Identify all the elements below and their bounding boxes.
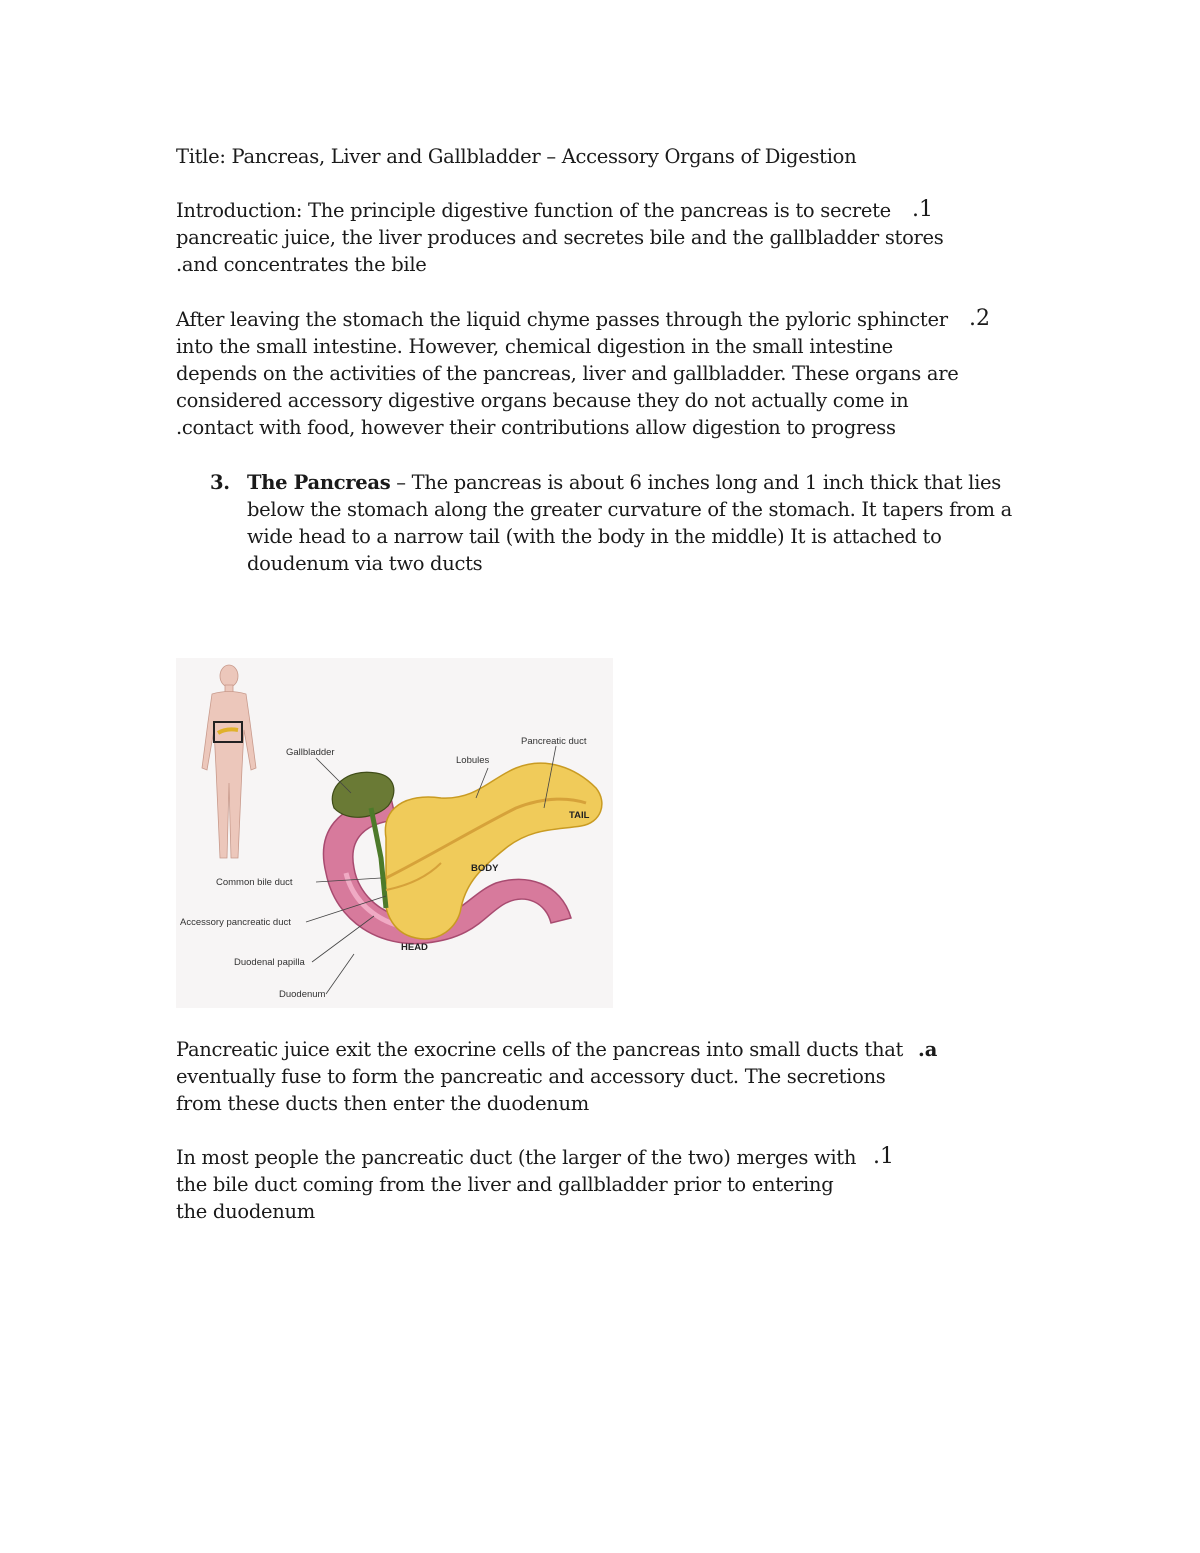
para2-line-4: considered accessory digestive organs because they do not actually come in — [176, 389, 909, 412]
pancreas-line-4: doudenum via two ducts — [247, 552, 483, 575]
pancreas-line-2: below the stomach along the greater curvature of the stomach. It tapers from a — [247, 498, 1012, 521]
pancreas-illustration — [176, 658, 613, 1008]
para-1b-marker: .1 — [873, 1144, 894, 1169]
para2-line-5: .contact with food, however their contributions allow digestion to progress — [176, 416, 896, 439]
para-1b-line-3: the duodenum — [176, 1200, 315, 1223]
para-1b-line-2: the bile duct coming from the liver and gallbladder prior to entering — [176, 1173, 834, 1196]
label-duodenum: Duodenum — [279, 989, 326, 1000]
intro-marker: .1 — [912, 197, 933, 222]
intro-line-2: pancreatic juice, the liver produces and secretes bile and the gallbladder stores — [176, 226, 944, 249]
list-number: 3. — [210, 471, 230, 494]
label-tail: TAIL — [569, 810, 590, 821]
para2-line-3: depends on the activities of the pancreas, liver and gallbladder. These organs are — [176, 362, 959, 385]
label-lobules: Lobules — [456, 755, 490, 766]
para-a-line-1: Pancreatic juice exit the exocrine cells of the pancreas into small ducts that — [176, 1038, 904, 1061]
pancreas-anatomy-figure — [176, 658, 613, 1008]
pancreas-line-3: wide head to a narrow tail (with the body in the middle) It is attached to — [247, 525, 942, 548]
para-a-line-3: from these ducts then enter the duodenum — [176, 1092, 589, 1115]
document-title: Title: Pancreas, Liver and Gallbladder – Accessory Organs of Digestion — [176, 145, 857, 168]
label-accessory-duct: Accessory pancreatic duct — [180, 917, 291, 928]
label-body: BODY — [471, 863, 499, 874]
label-head: HEAD — [401, 942, 428, 953]
para2-line-1: After leaving the stomach the liquid chyme passes through the pyloric sphincter — [176, 308, 948, 331]
pancreas-line-1: – The pancreas is about 6 inches long and 1 inch thick that lies — [390, 471, 1001, 494]
label-duodenal-papilla: Duodenal papilla — [234, 957, 305, 968]
label-common-bile-duct: Common bile duct — [216, 877, 293, 888]
intro-line-1: Introduction: The principle digestive function of the pancreas is to secrete — [176, 199, 891, 222]
pancreas-heading: The Pancreas — [247, 471, 391, 494]
para2-marker: .2 — [969, 306, 990, 331]
para-a-marker: .a — [918, 1038, 938, 1061]
para-1b-line-1: In most people the pancreatic duct (the larger of the two) merges with — [176, 1146, 857, 1169]
label-gallbladder: Gallbladder — [286, 747, 335, 758]
label-pancreatic-duct: Pancreatic duct — [521, 736, 587, 747]
para-a-line-2: eventually fuse to form the pancreatic and accessory duct. The secretions — [176, 1065, 886, 1088]
para2-line-2: into the small intestine. However, chemical digestion in the small intestine — [176, 335, 893, 358]
intro-line-3: .and concentrates the bile — [176, 253, 427, 276]
